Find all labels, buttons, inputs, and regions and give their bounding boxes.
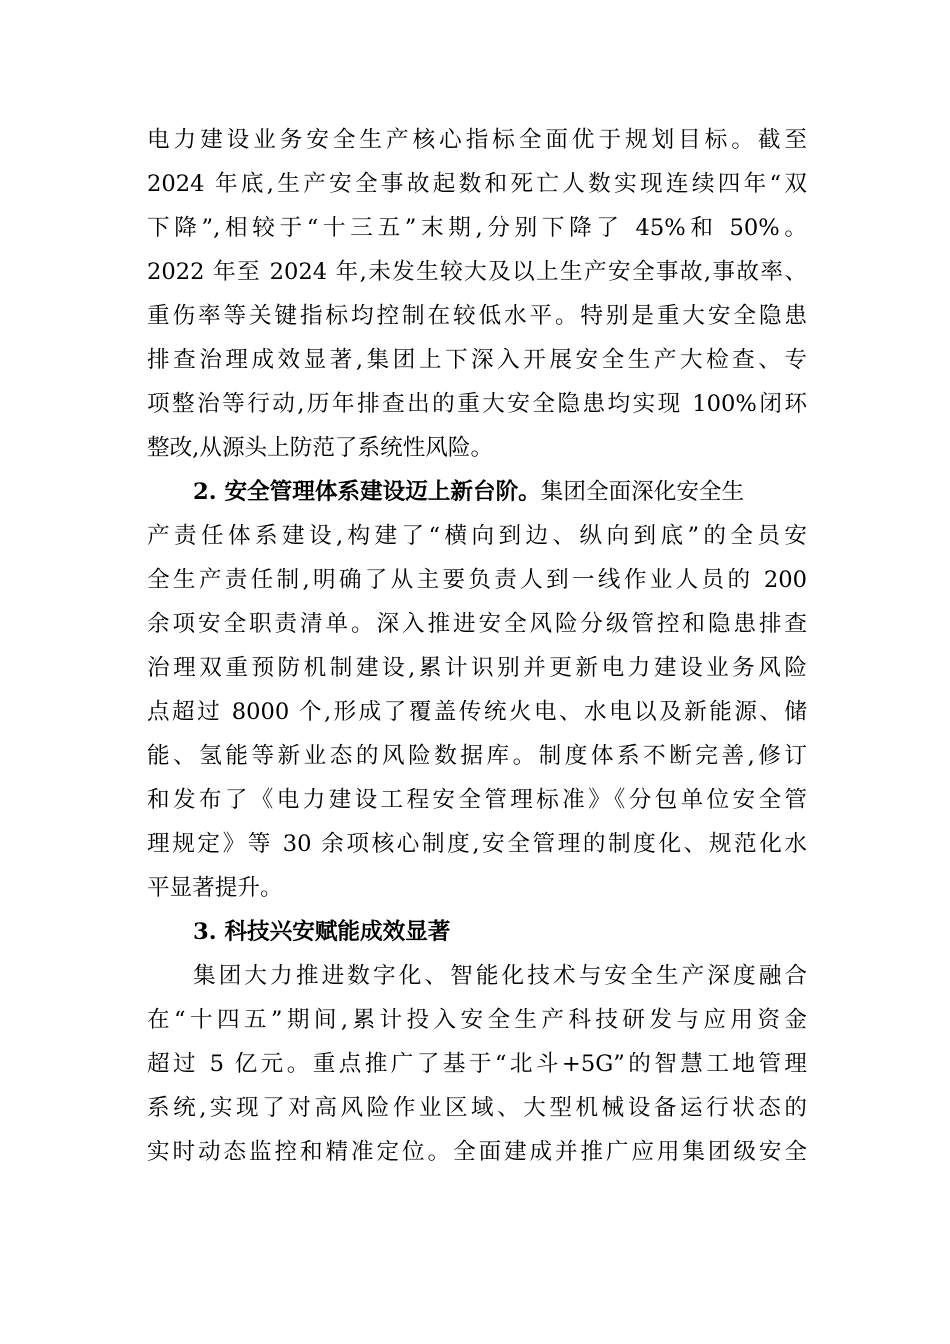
text-line: 平显著提升。 xyxy=(147,875,283,901)
text-line: 整改,从源头上防范了系统性风险。 xyxy=(147,435,494,461)
section-2-heading: 2. 安全管理体系建设迈上新台阶。 xyxy=(193,479,541,505)
text-line: 治理双重预防机制建设,累计识别并更新电力建设业务风险 xyxy=(147,655,807,681)
text-line: 全生产责任制,明确了从主要负责人到一线作业人员的 200 xyxy=(147,567,807,593)
text-line: 实时动态监控和精准定位。全面建成并推广应用集团级安全 xyxy=(147,1139,807,1165)
section-3-first-line: 集团大力推进数字化、智能化技术与安全生产深度融合 xyxy=(193,963,807,989)
text-line: 产责任体系建设,构建了“横向到边、纵向到底”的全员安 xyxy=(147,523,807,549)
text-line: 排查治理成效显著,集团上下深入开展安全生产大检查、专 xyxy=(147,347,807,373)
text-line: 和发布了《电力建设工程安全管理标准》《分包单位安全管 xyxy=(147,787,807,813)
text-line: 重伤率等关键指标均控制在较低水平。特别是重大安全隐患 xyxy=(147,303,807,329)
text-line: 在“十四五”期间,累计投入安全生产科技研发与应用资金 xyxy=(147,1007,807,1033)
text-line: 超过 5 亿元。重点推广了基于“北斗+5G”的智慧工地管理 xyxy=(147,1051,807,1077)
text-line: 余项安全职责清单。深入推进安全风险分级管控和隐患排查 xyxy=(147,611,807,637)
section-2-first-line xyxy=(147,470,807,514)
text-line: 2024 年底,生产安全事故起数和死亡人数实现连续四年“双 xyxy=(147,171,807,197)
text-line: 点超过 8000 个,形成了覆盖传统火电、水电以及新能源、储 xyxy=(147,699,807,725)
section-2-first-line-text: 集团全面深化安全生 xyxy=(540,479,745,505)
text-line: 电力建设业务安全生产核心指标全面优于规划目标。截至 xyxy=(147,127,807,153)
section-3-heading: 3. 科技兴安赋能成效显著 xyxy=(193,919,451,945)
text-line: 2022 年至 2024 年,未发生较大及以上生产安全事故,事故率、 xyxy=(147,259,807,285)
text-line: 理规定》等 30 余项核心制度,安全管理的制度化、规范化水 xyxy=(147,831,807,857)
text-line: 项整治等行动,历年排查出的重大安全隐患均实现 100%闭环 xyxy=(147,391,807,417)
text-line: 下降”,相较于“十三五”末期,分别下降了 45%和 50%。 xyxy=(147,215,807,241)
text-line: 系统,实现了对高风险作业区域、大型机械设备运行状态的 xyxy=(147,1095,807,1121)
text-line: 能、氢能等新业态的风险数据库。制度体系不断完善,修订 xyxy=(147,743,807,769)
